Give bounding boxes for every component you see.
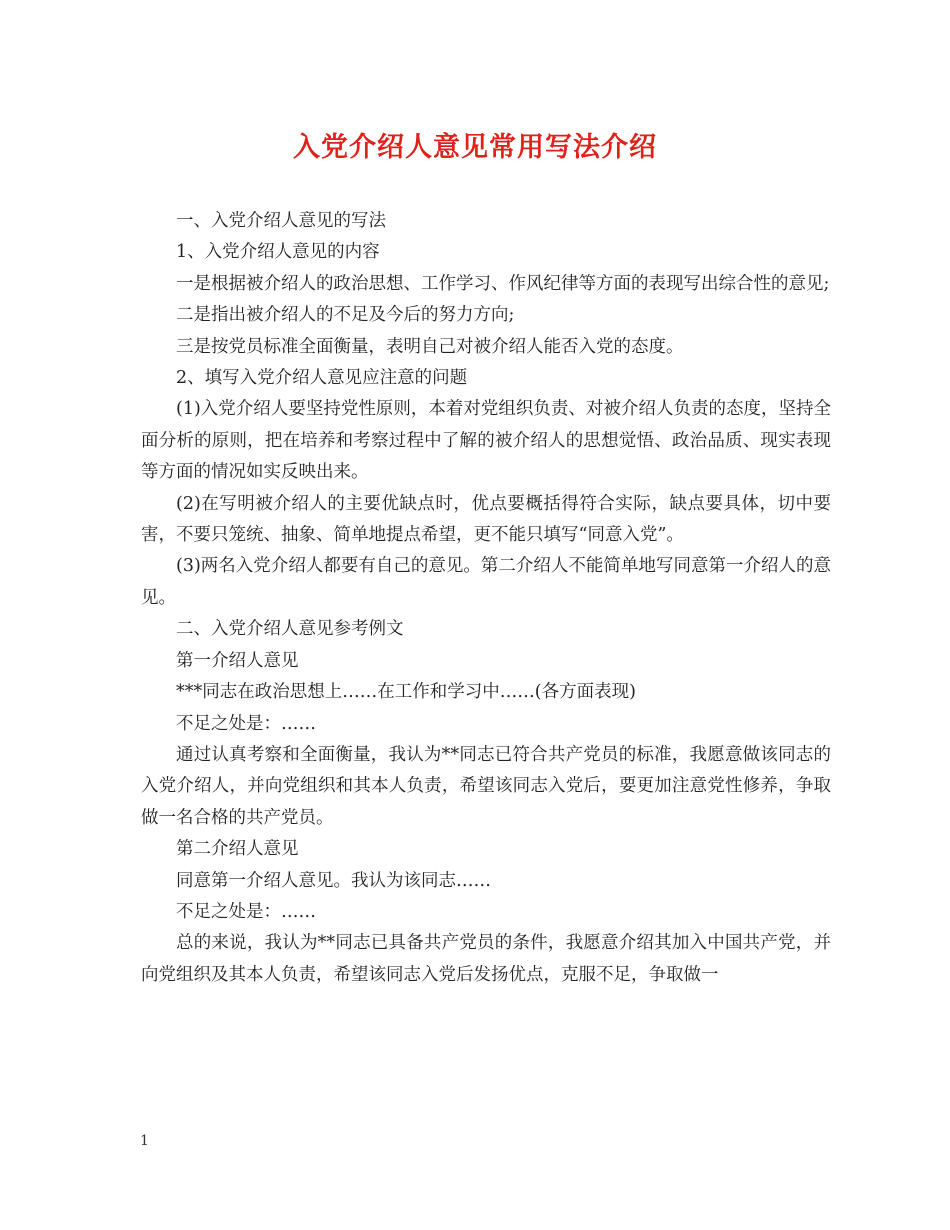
subsection-heading-2: 2、填写入党介绍人意见应注意的问题 xyxy=(176,368,468,389)
paragraph: 三是按党员标准全面衡量，表明自己对被介绍人能否入党的态度。 xyxy=(176,336,684,357)
paragraph: 不足之处是：…… xyxy=(176,901,316,922)
paragraph: 总的来说，我认为**同志已具备共产党员的条件，我愿意介绍其加入中国共产党，并向党组织及其本人负责，希望该同志入党后发扬优点，克服不足，争取做一 xyxy=(141,933,831,985)
paragraph: ***同志在政治思想上……在工作和学习中……(各方面表现) xyxy=(176,682,636,703)
section-heading-2: 二、入党介绍人意见参考例文 xyxy=(176,619,404,640)
subsection-heading-1: 1、入党介绍人意见的内容 xyxy=(176,242,380,263)
document-body xyxy=(141,206,831,991)
example-heading-1: 第一介绍人意见 xyxy=(176,650,299,671)
paragraph: 同意第一介绍人意见。我认为该同志…… xyxy=(176,870,491,891)
section-heading-1: 一、入党介绍人意见的写法 xyxy=(176,211,386,231)
paragraph: (2)在写明被介绍人的主要优缺点时，优点要概括得符合实际，缺点要具体，切中要害，不要只笼统、抽象、简单地提点希望，更不能只填写“同意入党”。 xyxy=(141,493,831,546)
paragraph: (1)入党介绍人要坚持党性原则，本着对党组织负责、对被介绍人负责的态度，坚持全面分析的原则，把在培养和考察过程中了解的被介绍人的思想觉悟、政治品质、现实表现等方面的情况如实反映出来。 xyxy=(141,399,831,483)
paragraph: 不足之处是：…… xyxy=(176,713,316,734)
paragraph: 二是指出被介绍人的不足及今后的努力方向; xyxy=(176,305,515,326)
example-heading-2: 第二介绍人意见 xyxy=(176,839,299,860)
document-title: 入党介绍人意见常用写法介绍 xyxy=(293,132,657,163)
paragraph: 通过认真考察和全面衡量，我认为**同志已符合共产党员的标准，我愿意做该同志的入党介绍人，并向党组织和其本人负责，希望该同志入党后，要更加注意党性修养，争取做一名合格的共产党员。 xyxy=(141,744,831,828)
page-number: 1 xyxy=(140,1133,149,1149)
paragraph: 一是根据被介绍人的政治思想、工作学习、作风纪律等方面的表现写出综合性的意见; xyxy=(176,273,830,294)
paragraph: (3)两名入党介绍人都要有自己的意见。第二介绍人不能简单地写同意第一介绍人的意见。 xyxy=(141,556,831,608)
